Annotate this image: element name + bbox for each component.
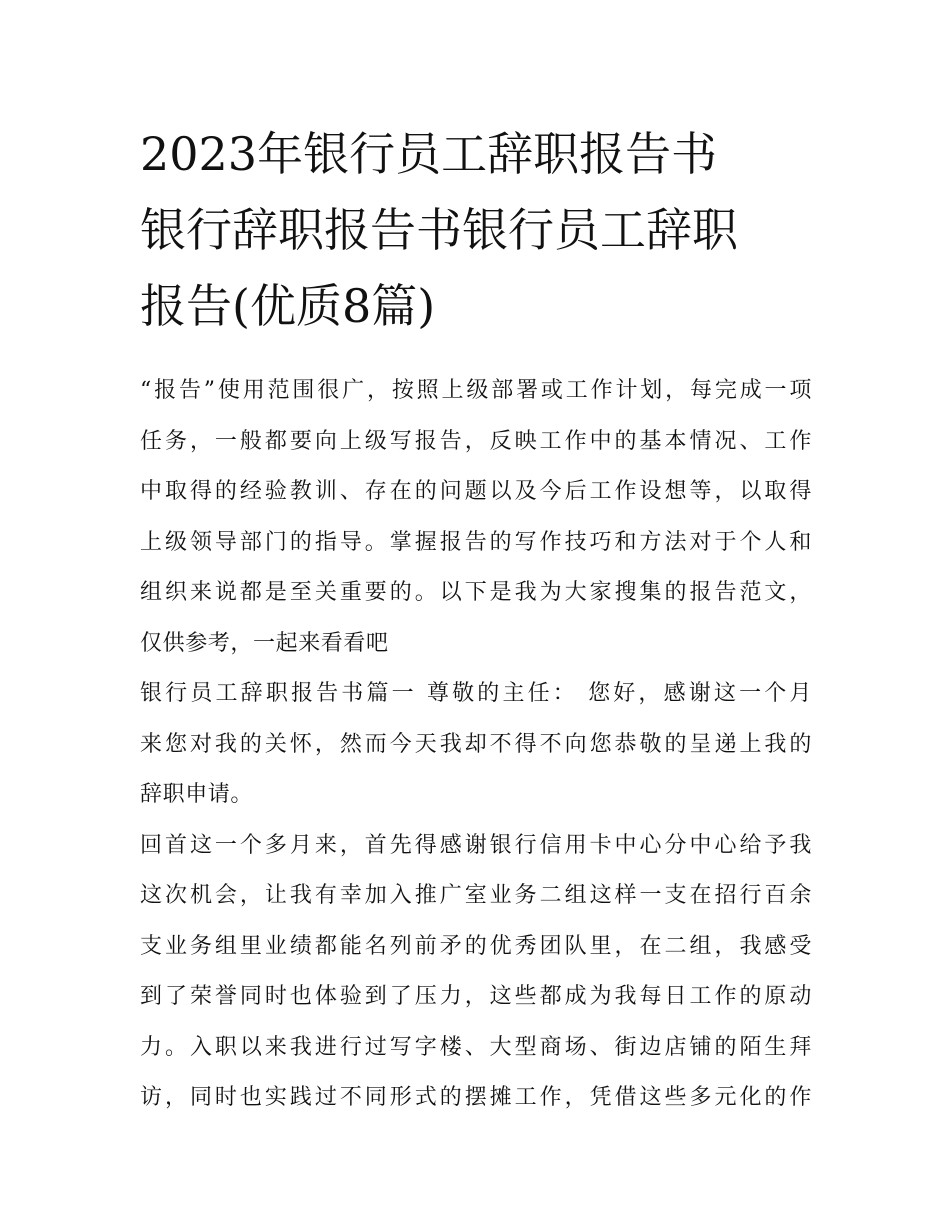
document-body: [140, 366, 812, 1124]
text-line: 来您对我的关怀，然而今天我却不得不向您恭敬的呈递上我的: [140, 731, 812, 757]
text-line: 仅供参考，一起来看看吧: [140, 630, 389, 656]
body-paragraph: [140, 821, 812, 1124]
title-line: 银行辞职报告书银行员工辞职: [140, 203, 738, 257]
title-line: 报告(优质8篇): [140, 279, 436, 333]
text-line: 访，同时也实践过不同形式的摆摊工作，凭借这些多元化的作: [140, 1085, 812, 1110]
text-line: 上级领导部门的指导。掌握报告的写作技巧和方法对于个人和: [140, 529, 812, 555]
text-line: 银行员工辞职报告书篇一 尊敬的主任： 您好，感谢这一个月: [140, 681, 812, 706]
text-line: 这次机会，让我有幸加入推广室业务二组这样一支在招行百余: [140, 883, 812, 908]
section-one-opening-paragraph: [140, 669, 812, 821]
text-line: “报告”使用范围很广，按照上级部署或工作计划，每完成一项: [140, 378, 812, 403]
text-line: 力。入职以来我进行过写字楼、大型商场、街边店铺的陌生拜: [140, 1034, 812, 1060]
text-line: 任务，一般都要向上级写报告，反映工作中的基本情况、工作: [140, 428, 812, 454]
text-line: 回首这一个多月来，首先得感谢银行信用卡中心分中心给予我: [140, 832, 812, 858]
text-line: 到了荣誉同时也体验到了压力，这些都成为我每日工作的原动: [140, 984, 812, 1009]
text-line: 支业务组里业绩都能名列前矛的优秀团队里，在二组，我感受: [140, 933, 812, 959]
intro-paragraph: [140, 366, 812, 669]
text-line: 中取得的经验教训、存在的问题以及今后工作设想等，以取得: [140, 479, 812, 504]
document-page: [140, 116, 812, 1124]
text-line: 组织来说都是至关重要的。以下是我为大家搜集的报告范文，: [140, 580, 812, 605]
document-title: [140, 116, 812, 344]
text-line: 辞职申请。: [140, 782, 254, 807]
title-line: 2023年银行员工辞职报告书: [140, 127, 718, 181]
